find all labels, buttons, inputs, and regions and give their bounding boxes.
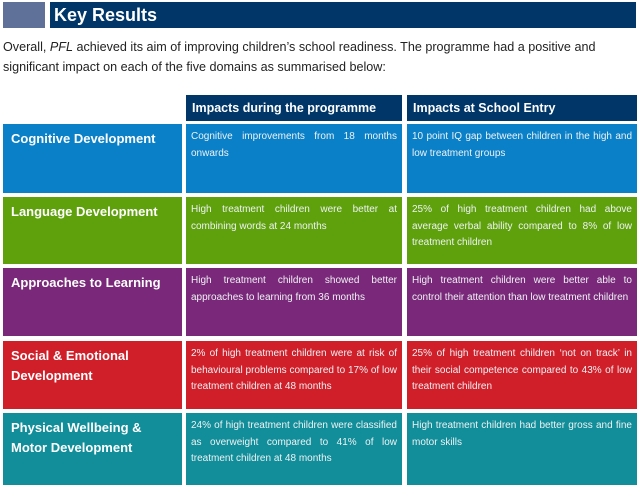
column-header-school-entry: Impacts at School Entry — [407, 95, 637, 121]
row-approaches-during: High treatment children showed better approaches to learning from 36 months — [186, 268, 402, 336]
row-language-domain: Language Development — [3, 197, 182, 264]
intro-paragraph — [3, 37, 637, 77]
row-cognitive-school-entry: 10 point IQ gap between children in the high and low treatment groups — [407, 124, 637, 193]
row-physical-domain: Physical Wellbeing & Motor Development — [3, 413, 182, 485]
intro-emphasis: PFL — [49, 40, 73, 54]
row-social-during: 2% of high treatment children were at risk of behavioural problems compared to 17% of low treatment children at 48 months — [186, 341, 402, 409]
row-language-school-entry: 25% of high treatment children had above average verbal ability compared to 8% of low treatment children — [407, 197, 637, 264]
intro-text-before: Overall, — [3, 40, 50, 54]
row-cognitive-domain: Cognitive Development — [3, 124, 182, 193]
intro-text-after: achieved its aim of improving children’s school readiness. The programme had a positive and significant impact on each of the five domains as summarised below: — [3, 40, 596, 74]
row-approaches-school-entry: High treatment children were better able to control their attention than low treatment children — [407, 268, 637, 336]
row-cognitive-during: Cognitive improvements from 18 months onwards — [186, 124, 402, 193]
row-physical-school-entry: High treatment children had better gross and fine motor skills — [407, 413, 637, 485]
row-social-domain: Social & Emotional Development — [3, 341, 182, 409]
row-language-during: High treatment children were better at combining words at 24 months — [186, 197, 402, 264]
row-social-school-entry: 25% of high treatment children ‘not on track’ in their social competence compared to 43% of low treatment children — [407, 341, 637, 409]
column-header-during: Impacts during the programme — [186, 95, 402, 121]
row-physical-during: 24% of high treatment children were classified as overweight compared to 41% of low treatment children at 48 months — [186, 413, 402, 485]
section-title: Key Results — [50, 2, 636, 28]
row-approaches-domain: Approaches to Learning — [3, 268, 182, 336]
title-decoration-square — [3, 2, 45, 28]
